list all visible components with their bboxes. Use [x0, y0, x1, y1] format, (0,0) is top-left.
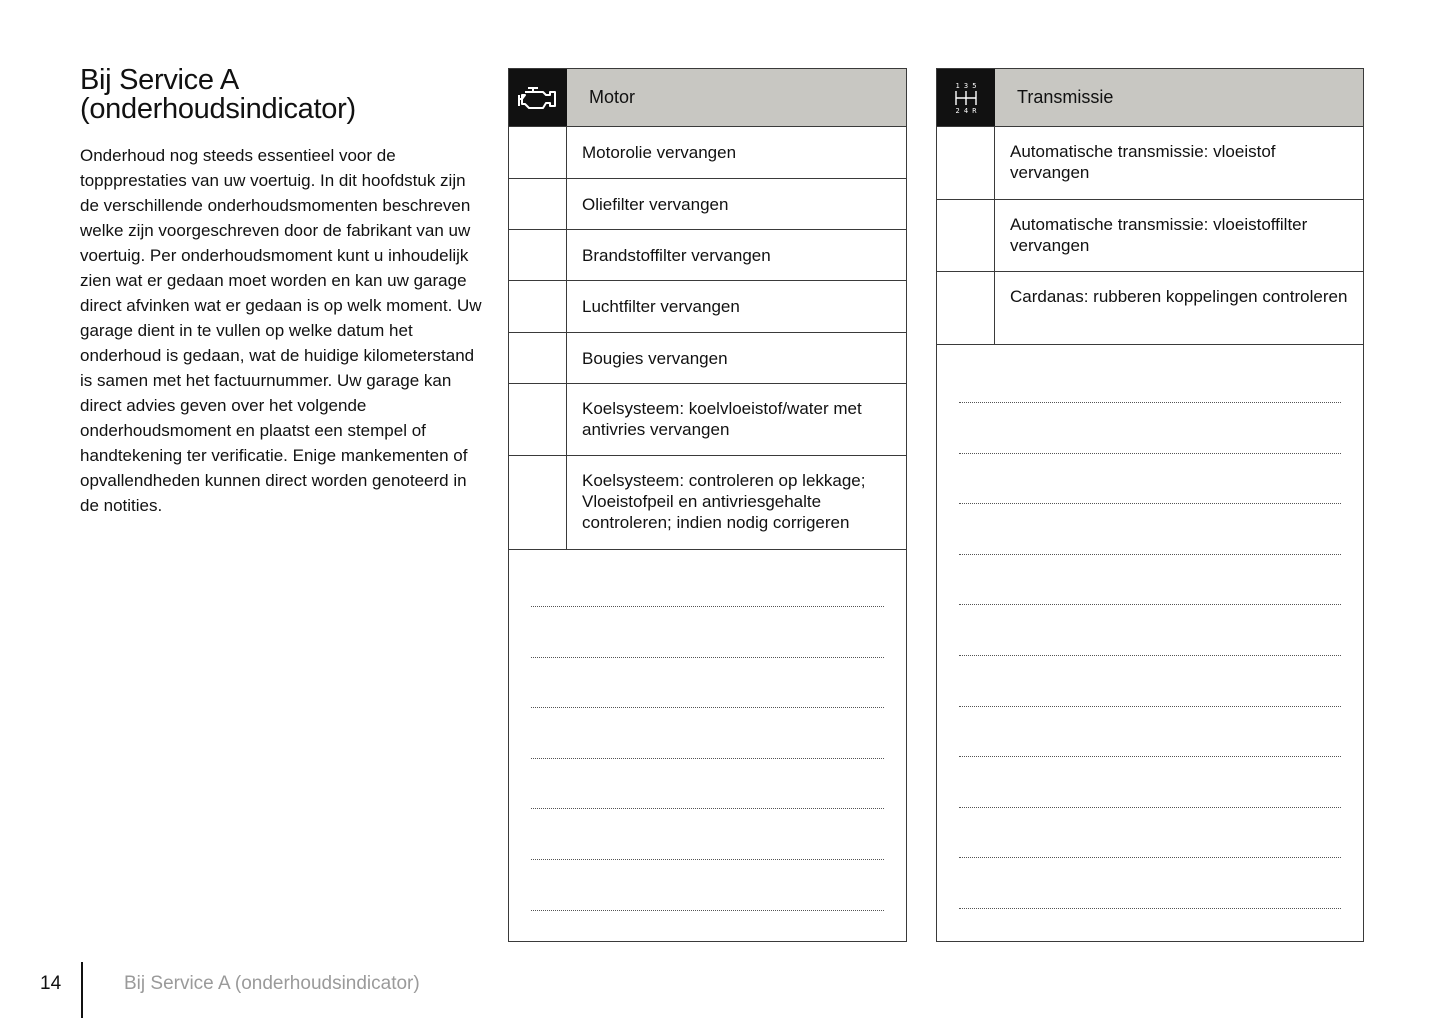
page-number: 14 — [40, 973, 62, 994]
checklist-label: Cardanas: rubberen koppelingen controleren — [1010, 287, 1348, 306]
gear-label-top: 1 3 5 — [955, 81, 977, 90]
checklist-label: Automatische transmissie: vloeistof vervangen — [1010, 142, 1276, 182]
checkbox-cell[interactable] — [509, 179, 567, 229]
note-line[interactable] — [959, 857, 1341, 858]
checklist-label: Automatische transmissie: vloeistoffilter vervangen — [1010, 215, 1308, 255]
engine-warning-icon — [509, 69, 567, 126]
checklist-row — [509, 179, 906, 230]
note-line[interactable] — [959, 503, 1341, 504]
checklist-row — [509, 230, 906, 281]
note-line[interactable] — [531, 910, 884, 911]
checklist-label: Brandstoffilter vervangen — [582, 246, 771, 265]
motor-title: Motor — [589, 87, 636, 107]
checkbox-cell[interactable] — [509, 456, 567, 549]
notes-area[interactable] — [937, 345, 1363, 941]
footer-section-title: Bij Service A (onderhoudsindicator) — [124, 973, 420, 994]
checklist-row — [509, 127, 906, 179]
gear-label-bottom: 2 4 R — [955, 106, 977, 115]
note-line[interactable] — [959, 655, 1341, 656]
note-line[interactable] — [531, 657, 884, 658]
notes-area[interactable] — [509, 550, 906, 940]
checklist-row — [509, 281, 906, 333]
motor-header — [509, 69, 906, 127]
checkbox-cell[interactable] — [937, 200, 995, 271]
checklist-label: Koelsysteem: koelvloeistof/water met antivries vervangen — [582, 399, 862, 439]
checklist-row — [509, 333, 906, 384]
transmission-checklist — [936, 68, 1364, 942]
footer-divider — [81, 962, 83, 1018]
checklist-row — [937, 127, 1363, 200]
checkbox-cell[interactable] — [509, 230, 567, 280]
transmission-header — [937, 69, 1363, 127]
note-line[interactable] — [959, 756, 1341, 757]
checkbox-cell[interactable] — [509, 281, 567, 332]
checkbox-cell[interactable] — [509, 333, 567, 383]
motor-checklist — [508, 68, 907, 942]
note-line[interactable] — [959, 908, 1341, 909]
note-line[interactable] — [531, 808, 884, 809]
note-line[interactable] — [959, 554, 1341, 555]
intro-paragraph: Onderhoud nog steeds essentieel voor de toppprestaties van uw voertuig. In dit hoofdstuk zijn de verschillende onderhoudsmomenten beschreven welke zijn voorgeschreven door de fabrikant van uw voertuig. Per onderhoudsmoment kunt u inhoudelijk zien wat er gedaan moet worden en kan uw garage direct afvinken wat er gedaan is op welk moment. Uw garage dient in te vullen op welke datum het onderhoud is gedaan, wat de huidige kilometerstand is samen met het factuurnummer. Uw garage kan direct advies geven over het volgende onderhoudsmoment en plaatst een stempel of handtekening ter verificatie. Enige mankementen of opvallendheden kunnen direct worden genoteerd in de notities. — [80, 146, 482, 515]
checklist-label: Luchtfilter vervangen — [582, 297, 740, 316]
checklist-row — [937, 200, 1363, 272]
checklist-row — [509, 456, 906, 550]
checklist-row — [937, 272, 1363, 345]
note-line[interactable] — [959, 807, 1341, 808]
note-line[interactable] — [959, 453, 1341, 454]
checklist-label: Oliefilter vervangen — [582, 195, 729, 214]
checkbox-cell[interactable] — [509, 127, 567, 178]
note-line[interactable] — [959, 706, 1341, 707]
checkbox-cell[interactable] — [937, 127, 995, 199]
note-line[interactable] — [531, 859, 884, 860]
transmission-title: Transmissie — [1017, 87, 1114, 107]
checklist-row — [509, 384, 906, 456]
note-line[interactable] — [959, 402, 1341, 403]
note-line[interactable] — [531, 758, 884, 759]
note-line[interactable] — [531, 606, 884, 607]
gear-shift-icon — [937, 69, 995, 126]
page-title: Bij Service A (onderhoudsindicator) — [80, 64, 356, 125]
checklist-label: Motorolie vervangen — [582, 143, 737, 162]
checkbox-cell[interactable] — [509, 384, 567, 455]
note-line[interactable] — [959, 604, 1341, 605]
checkbox-cell[interactable] — [937, 272, 995, 344]
checklist-label: Koelsysteem: controleren op lekkage; Vloeistofpeil en antivriesgehalte controleren; indien nodig corrigeren — [582, 471, 866, 532]
checklist-label: Bougies vervangen — [582, 349, 728, 368]
note-line[interactable] — [531, 707, 884, 708]
